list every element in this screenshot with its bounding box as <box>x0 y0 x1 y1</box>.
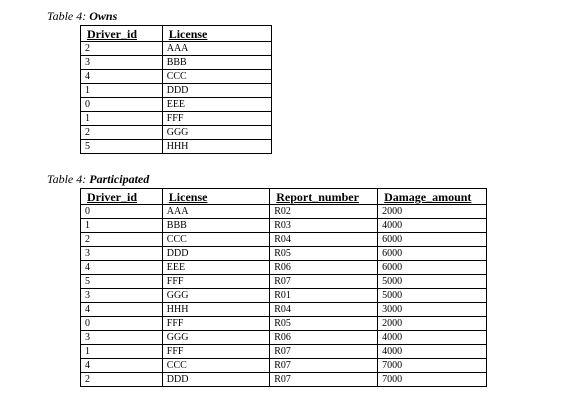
participated-cell-report-number: R05 <box>270 247 378 261</box>
table-row <box>81 359 487 373</box>
participated-cell-damage-amount: 6000 <box>378 233 487 247</box>
table-row <box>81 373 487 387</box>
table-row <box>81 219 487 233</box>
participated-cell-report-number: R07 <box>270 359 378 373</box>
table-row <box>81 233 487 247</box>
participated-cell-damage-amount: 6000 <box>378 261 487 275</box>
participated-cell-driver-id: 1 <box>81 345 163 359</box>
participated-cell-license: DDD <box>162 247 269 261</box>
owns-cell-driver-id: 1 <box>81 84 163 98</box>
table-row <box>81 84 272 98</box>
owns-cell-license: CCC <box>162 70 271 84</box>
owns-cell-license: GGG <box>162 126 271 140</box>
participated-cell-driver-id: 4 <box>81 261 163 275</box>
table-row <box>81 317 487 331</box>
participated-table-caption <box>47 172 149 186</box>
owns-cell-license: BBB <box>162 56 271 70</box>
participated-cell-driver-id: 0 <box>81 317 163 331</box>
table-row <box>81 205 487 219</box>
participated-cell-license: GGG <box>162 289 269 303</box>
participated-header-row <box>81 189 487 205</box>
participated-cell-license: CCC <box>162 359 269 373</box>
table-row <box>81 289 487 303</box>
participated-cell-report-number: R04 <box>270 233 378 247</box>
participated-cell-driver-id: 4 <box>81 359 163 373</box>
participated-header-damage-amount: Damage_amount <box>378 189 487 205</box>
participated-cell-driver-id: 0 <box>81 205 163 219</box>
participated-cell-damage-amount: 4000 <box>378 219 487 233</box>
table-row <box>81 126 272 140</box>
participated-cell-report-number: R07 <box>270 373 378 387</box>
participated-cell-license: AAA <box>162 205 269 219</box>
participated-cell-license: HHH <box>162 303 269 317</box>
owns-cell-driver-id: 3 <box>81 56 163 70</box>
participated-cell-report-number: R04 <box>270 303 378 317</box>
owns-cell-license: DDD <box>162 84 271 98</box>
participated-caption-prefix: Table 4: <box>47 172 90 186</box>
participated-cell-license: CCC <box>162 233 269 247</box>
participated-cell-damage-amount: 4000 <box>378 345 487 359</box>
participated-cell-driver-id: 1 <box>81 219 163 233</box>
participated-cell-driver-id: 2 <box>81 233 163 247</box>
participated-cell-report-number: R06 <box>270 331 378 345</box>
participated-cell-damage-amount: 5000 <box>378 275 487 289</box>
table-row <box>81 331 487 345</box>
owns-cell-driver-id: 1 <box>81 112 163 126</box>
participated-cell-report-number: R02 <box>270 205 378 219</box>
participated-cell-report-number: R05 <box>270 317 378 331</box>
owns-cell-license: HHH <box>162 140 271 154</box>
participated-cell-driver-id: 3 <box>81 247 163 261</box>
participated-header-driver-id: Driver_id <box>81 189 163 205</box>
table-row <box>81 345 487 359</box>
owns-caption-name: Owns <box>89 9 118 23</box>
participated-cell-license: DDD <box>162 373 269 387</box>
participated-cell-license: FFF <box>162 345 269 359</box>
owns-cell-license: EEE <box>162 98 271 112</box>
table-row <box>81 303 487 317</box>
participated-header-report-number: Report_number <box>270 189 378 205</box>
owns-table <box>80 25 272 154</box>
participated-cell-license: FFF <box>162 275 269 289</box>
owns-cell-license: FFF <box>162 112 271 126</box>
participated-cell-damage-amount: 5000 <box>378 289 487 303</box>
owns-table-caption <box>47 9 117 23</box>
participated-cell-damage-amount: 4000 <box>378 331 487 345</box>
participated-cell-report-number: R03 <box>270 219 378 233</box>
participated-cell-damage-amount: 3000 <box>378 303 487 317</box>
participated-header-license: License <box>162 189 269 205</box>
table-row <box>81 112 272 126</box>
participated-caption-name: Participated <box>89 172 150 186</box>
participated-cell-damage-amount: 7000 <box>378 373 487 387</box>
participated-cell-damage-amount: 7000 <box>378 359 487 373</box>
participated-cell-license: EEE <box>162 261 269 275</box>
owns-header-row <box>81 26 272 42</box>
table-row <box>81 261 487 275</box>
table-row <box>81 98 272 112</box>
table-row <box>81 140 272 154</box>
owns-cell-driver-id: 5 <box>81 140 163 154</box>
participated-cell-license: GGG <box>162 331 269 345</box>
owns-cell-driver-id: 2 <box>81 126 163 140</box>
owns-header-driver-id: Driver_id <box>81 26 163 42</box>
table-row <box>81 56 272 70</box>
owns-cell-license: AAA <box>162 42 271 56</box>
owns-caption-prefix: Table 4: <box>47 9 90 23</box>
table-row <box>81 70 272 84</box>
participated-cell-driver-id: 3 <box>81 331 163 345</box>
participated-cell-damage-amount: 2000 <box>378 317 487 331</box>
owns-cell-driver-id: 4 <box>81 70 163 84</box>
participated-cell-report-number: R07 <box>270 275 378 289</box>
participated-cell-report-number: R07 <box>270 345 378 359</box>
participated-cell-damage-amount: 6000 <box>378 247 487 261</box>
participated-cell-report-number: R06 <box>270 261 378 275</box>
participated-cell-driver-id: 2 <box>81 373 163 387</box>
participated-cell-license: FFF <box>162 317 269 331</box>
participated-cell-driver-id: 4 <box>81 303 163 317</box>
owns-cell-driver-id: 0 <box>81 98 163 112</box>
table-row <box>81 42 272 56</box>
participated-cell-driver-id: 5 <box>81 275 163 289</box>
owns-header-license: License <box>162 26 271 42</box>
participated-cell-license: BBB <box>162 219 269 233</box>
participated-table <box>80 188 487 387</box>
table-row <box>81 275 487 289</box>
table-row <box>81 247 487 261</box>
participated-cell-report-number: R01 <box>270 289 378 303</box>
participated-cell-damage-amount: 2000 <box>378 205 487 219</box>
owns-cell-driver-id: 2 <box>81 42 163 56</box>
participated-cell-driver-id: 3 <box>81 289 163 303</box>
